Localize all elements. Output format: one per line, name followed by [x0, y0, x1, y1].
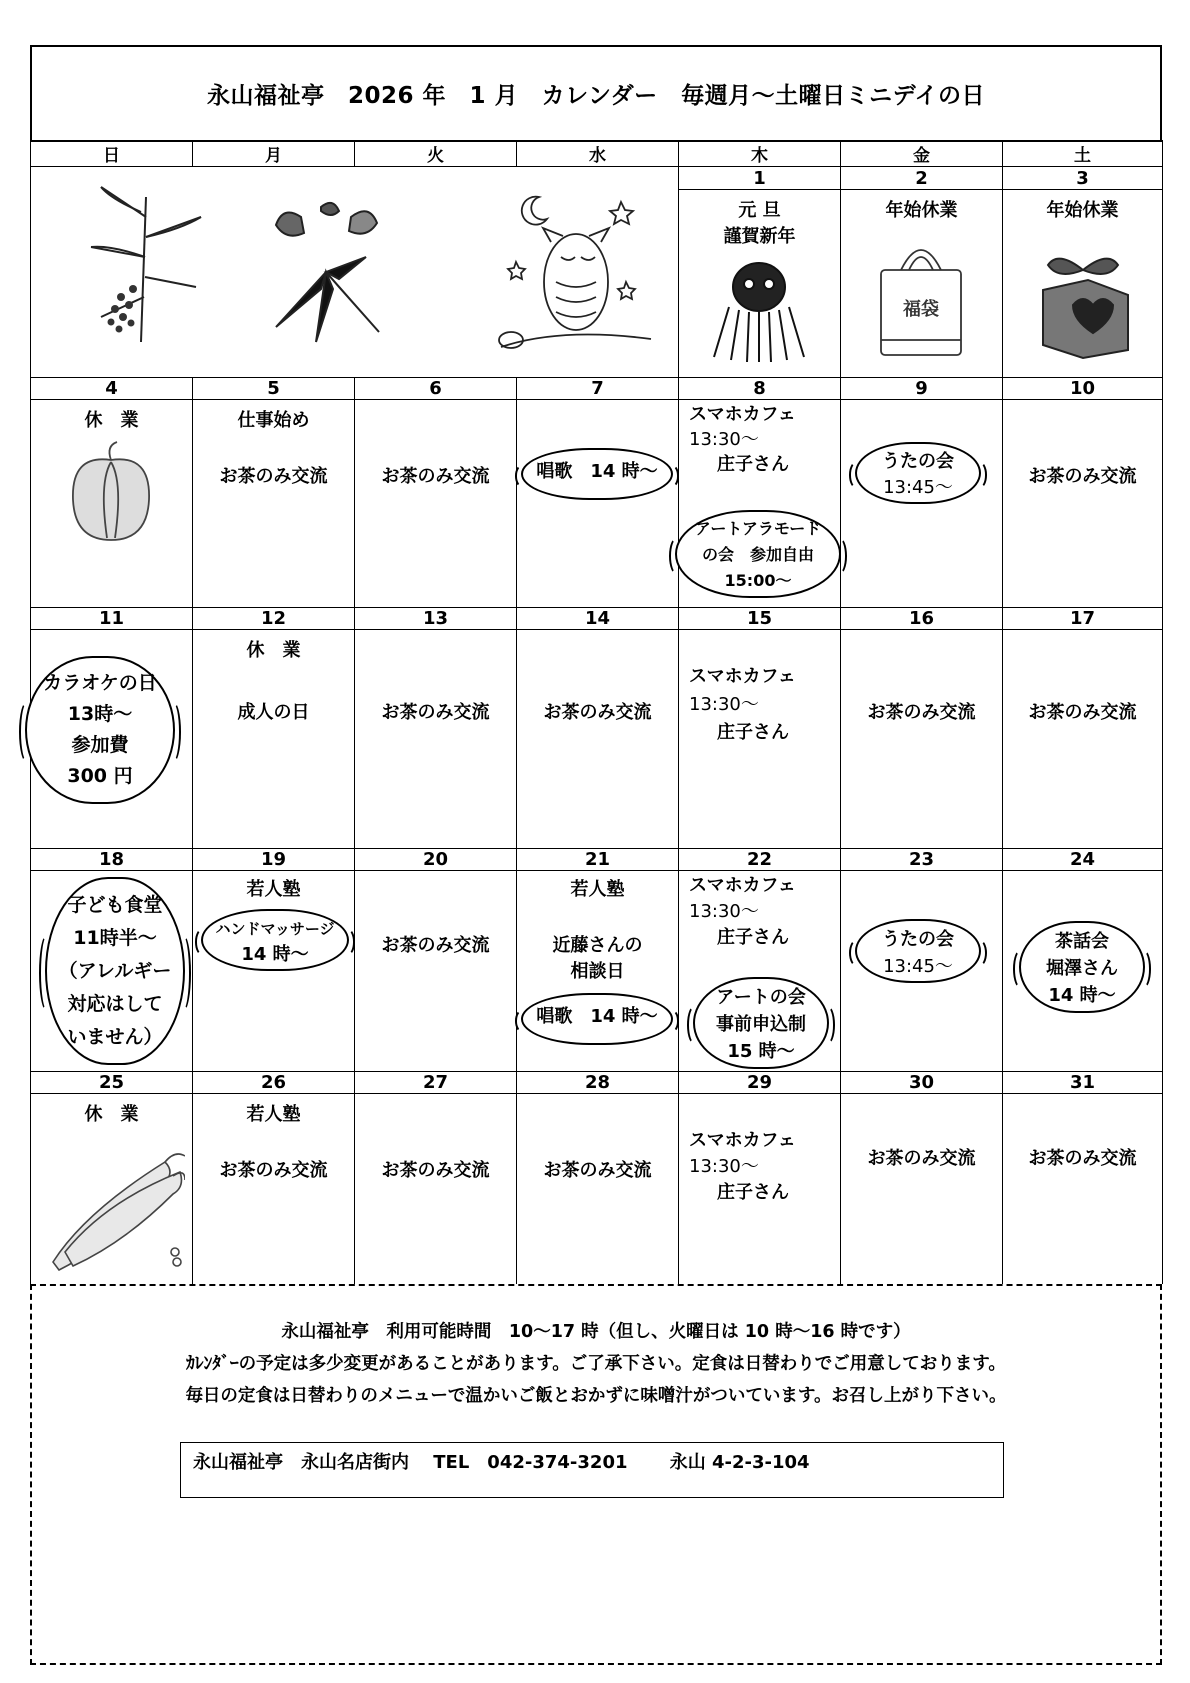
date-30: 30 [841, 1072, 1003, 1094]
day-17-label: お茶のみ交流 [1028, 702, 1137, 723]
footer-hours: 永山福祉亭 利用可能時間 10～17 時（但し、火曜日は 10 時～16 時です） [281, 1322, 911, 1342]
day-22-cloud-line-2: 事前申込制 [716, 1014, 806, 1035]
date-10: 10 [1003, 378, 1163, 400]
date-26: 26 [193, 1072, 355, 1094]
bell-pepper-icon [66, 440, 156, 545]
day-22-cloud-line-3: 15 時～ [727, 1041, 795, 1062]
footer-meal-note: 毎日の定食は日替わりのメニューで温かいご飯とおかずに味噌汁がついています。お召し上がり下さい。 [185, 1386, 1007, 1406]
footer-schedule-note: ｶﾚﾝﾀﾞｰの予定は多少変更があることがあります。ご了承下さい。定食は日替わりでご用意しております。 [186, 1354, 1006, 1374]
day-11-cloud-line-3: 参加費 [71, 734, 129, 756]
week4-content-row [31, 871, 1163, 1072]
date-18: 18 [31, 849, 193, 871]
date-13: 13 [355, 608, 517, 630]
day-19-cloud-line-1: ハンドマッサージ [215, 920, 335, 938]
day-16-label: お茶のみ交流 [867, 702, 976, 723]
day-29-line-3: 庄子さん [717, 1182, 789, 1203]
day-1 [679, 190, 841, 378]
weekday-sat: 土 [1003, 141, 1163, 167]
lucky-bag-icon [871, 230, 971, 360]
weekday-wed: 水 [517, 141, 679, 167]
date-1: 1 [679, 167, 841, 190]
day-21-label-2: 近藤さんの [552, 935, 643, 956]
day-18-cloud-line-5: いません） [67, 1026, 163, 1048]
daruma-decoration-icon [709, 252, 809, 362]
day-9-cloud [855, 442, 981, 504]
day-21-cloud-text: 唱歌 14 時～ [536, 1006, 658, 1027]
day-14-label: お茶のみ交流 [543, 702, 652, 723]
date-23: 23 [841, 849, 1003, 871]
day-29-line-1: スマホカフェ [689, 1130, 796, 1151]
day-9 [841, 400, 1003, 608]
day-31 [1003, 1094, 1163, 1285]
day-8-cloud [675, 510, 841, 598]
day-25 [31, 1094, 193, 1285]
day-20-label: お茶のみ交流 [381, 935, 490, 956]
date-25: 25 [31, 1072, 193, 1094]
day-6 [355, 400, 517, 608]
bamboo-leaves-icon [261, 197, 391, 347]
day-19-label: 若人塾 [246, 879, 301, 900]
day-19 [193, 871, 355, 1072]
day-22 [679, 871, 841, 1072]
day-11 [31, 630, 193, 849]
day-2 [841, 190, 1003, 378]
day-4 [31, 400, 193, 608]
date-15: 15 [679, 608, 841, 630]
day-8 [679, 400, 841, 608]
day-15 [679, 630, 841, 849]
date-14: 14 [517, 608, 679, 630]
day-23-cloud-line-2: 13:45～ [883, 956, 953, 977]
day-8-line-3: 庄子さん [717, 454, 789, 475]
day-18-cloud [45, 877, 185, 1065]
day-7-cloud-text: 唱歌 14 時～ [536, 461, 658, 482]
day-12-label-2: 成人の日 [237, 702, 310, 723]
weekday-header-row [31, 141, 1163, 167]
week1-date-row [31, 167, 1163, 190]
day-10-label: お茶のみ交流 [1028, 466, 1137, 487]
day-5-label-1: 仕事始め [237, 410, 310, 431]
day-24-cloud-line-2: 堀澤さん [1046, 958, 1118, 979]
gift-box-icon [1028, 250, 1138, 360]
day-24-cloud-line-1: 茶話会 [1055, 931, 1109, 952]
day-29-line-2: 13:30～ [689, 1156, 759, 1177]
day-22-line-3: 庄子さん [717, 927, 789, 948]
date-11: 11 [31, 608, 193, 630]
day-11-cloud-line-2: 13時～ [67, 703, 133, 725]
day-29 [679, 1094, 841, 1285]
date-17: 17 [1003, 608, 1163, 630]
date-20: 20 [355, 849, 517, 871]
lucky-bag-text: 福袋 [903, 299, 939, 321]
day-21-label-1: 若人塾 [570, 879, 625, 900]
address-box [180, 1442, 1004, 1498]
date-4: 4 [31, 378, 193, 400]
day-15-line-1: スマホカフェ [689, 666, 796, 687]
day-8-line-2: 13:30～ [689, 429, 759, 450]
footer-text-block [30, 1292, 1162, 1492]
day-8-cloud-line-2: の会 参加自由 [701, 545, 814, 564]
weekday-fri: 金 [841, 141, 1003, 167]
weekday-mon: 月 [193, 141, 355, 167]
calendar-table [30, 140, 1163, 1284]
owl-icon [491, 172, 661, 362]
week1-illustrations [31, 167, 679, 378]
day-21 [517, 871, 679, 1072]
date-21: 21 [517, 849, 679, 871]
day-14 [517, 630, 679, 849]
day-8-cloud-line-1: アートアラモード [694, 519, 822, 538]
day-23-cloud [855, 919, 981, 983]
day-20 [355, 871, 517, 1072]
day-10 [1003, 400, 1163, 608]
day-1-label-1: 元 旦 [738, 200, 781, 222]
day-9-cloud-line-1: うたの会 [882, 451, 954, 472]
day-23 [841, 871, 1003, 1072]
day-4-label: 休 業 [84, 410, 139, 431]
day-5 [193, 400, 355, 608]
day-8-cloud-line-3: 15:00～ [724, 571, 792, 590]
day-12-label-1: 休 業 [246, 640, 301, 661]
day-25-label: 休 業 [84, 1104, 139, 1125]
date-22: 22 [679, 849, 841, 871]
address-text: 永山福祉亭 永山名店街内 TEL 042-374-3201 永山 4-2-3-104 [193, 1452, 810, 1473]
day-27 [355, 1094, 517, 1285]
week5-content-row [31, 1094, 1163, 1285]
date-19: 19 [193, 849, 355, 871]
day-13-label: お茶のみ交流 [381, 702, 490, 723]
day-24 [1003, 871, 1163, 1072]
date-9: 9 [841, 378, 1003, 400]
day-21-cloud [521, 993, 673, 1045]
day-18-cloud-line-2: 11時半～ [73, 927, 157, 949]
day-11-cloud-line-4: 300 円 [67, 765, 133, 787]
date-12: 12 [193, 608, 355, 630]
week5-date-row [31, 1072, 1163, 1094]
weekday-thu: 木 [679, 141, 841, 167]
weekday-sun: 日 [31, 141, 193, 167]
day-22-cloud-line-1: アートの会 [716, 987, 806, 1008]
date-2: 2 [841, 167, 1003, 190]
date-3: 3 [1003, 167, 1163, 190]
day-7-cloud [521, 448, 673, 500]
day-28 [517, 1094, 679, 1285]
date-29: 29 [679, 1072, 841, 1094]
plant-berries-icon [71, 177, 211, 347]
week2-date-row [31, 378, 1163, 400]
date-27: 27 [355, 1072, 517, 1094]
day-3 [1003, 190, 1163, 378]
day-1-label-2: 謹賀新年 [723, 226, 796, 248]
day-3-label: 年始休業 [1046, 200, 1119, 222]
day-15-line-3: 庄子さん [717, 722, 789, 743]
date-28: 28 [517, 1072, 679, 1094]
day-11-cloud [25, 656, 175, 804]
day-19-cloud [201, 909, 349, 971]
day-2-label: 年始休業 [885, 200, 958, 222]
day-22-line-2: 13:30～ [689, 901, 759, 922]
title-box [30, 45, 1162, 142]
date-5: 5 [193, 378, 355, 400]
day-28-label: お茶のみ交流 [543, 1160, 652, 1181]
day-18-cloud-line-4: 対応はして [67, 993, 163, 1015]
day-18-cloud-line-1: 子ども食堂 [67, 894, 163, 916]
date-16: 16 [841, 608, 1003, 630]
day-26 [193, 1094, 355, 1285]
day-26-label-1: 若人塾 [246, 1104, 301, 1125]
page-title: 永山福祉亭 2026 年 1 月 カレンダー 毎週月～土曜日ミニデイの日 [207, 83, 985, 109]
weekday-tue: 火 [355, 141, 517, 167]
date-8: 8 [679, 378, 841, 400]
day-15-line-2: 13:30～ [689, 694, 759, 715]
week3-date-row [31, 608, 1163, 630]
day-30-label: お茶のみ交流 [867, 1148, 976, 1169]
day-13 [355, 630, 517, 849]
date-6: 6 [355, 378, 517, 400]
day-17 [1003, 630, 1163, 849]
day-31-label: お茶のみ交流 [1028, 1148, 1137, 1169]
week2-content-row [31, 400, 1163, 608]
day-26-label-2: お茶のみ交流 [219, 1160, 328, 1181]
week4-date-row [31, 849, 1163, 871]
day-21-label-3: 相談日 [570, 961, 625, 982]
day-12 [193, 630, 355, 849]
day-22-cloud [693, 977, 829, 1069]
day-9-cloud-line-2: 13:45～ [883, 477, 953, 498]
day-7 [517, 400, 679, 608]
day-22-line-1: スマホカフェ [689, 875, 796, 896]
date-31: 31 [1003, 1072, 1163, 1094]
day-18-cloud-line-3: （アレルギー [58, 960, 172, 982]
day-24-cloud-line-3: 14 時～ [1048, 985, 1116, 1006]
week3-content-row [31, 630, 1163, 849]
day-27-label: お茶のみ交流 [381, 1160, 490, 1181]
day-19-cloud-line-2: 14 時～ [241, 944, 309, 965]
day-18 [31, 871, 193, 1072]
date-7: 7 [517, 378, 679, 400]
day-11-cloud-line-1: カラオケの日 [43, 672, 157, 694]
vegetable-icon [45, 1142, 185, 1272]
day-23-cloud-line-1: うたの会 [882, 929, 954, 950]
date-24: 24 [1003, 849, 1163, 871]
day-30 [841, 1094, 1003, 1285]
day-16 [841, 630, 1003, 849]
day-8-line-1: スマホカフェ [689, 404, 796, 425]
day-24-cloud [1019, 921, 1145, 1013]
day-5-label-2: お茶のみ交流 [219, 466, 328, 487]
day-6-label: お茶のみ交流 [381, 466, 490, 487]
